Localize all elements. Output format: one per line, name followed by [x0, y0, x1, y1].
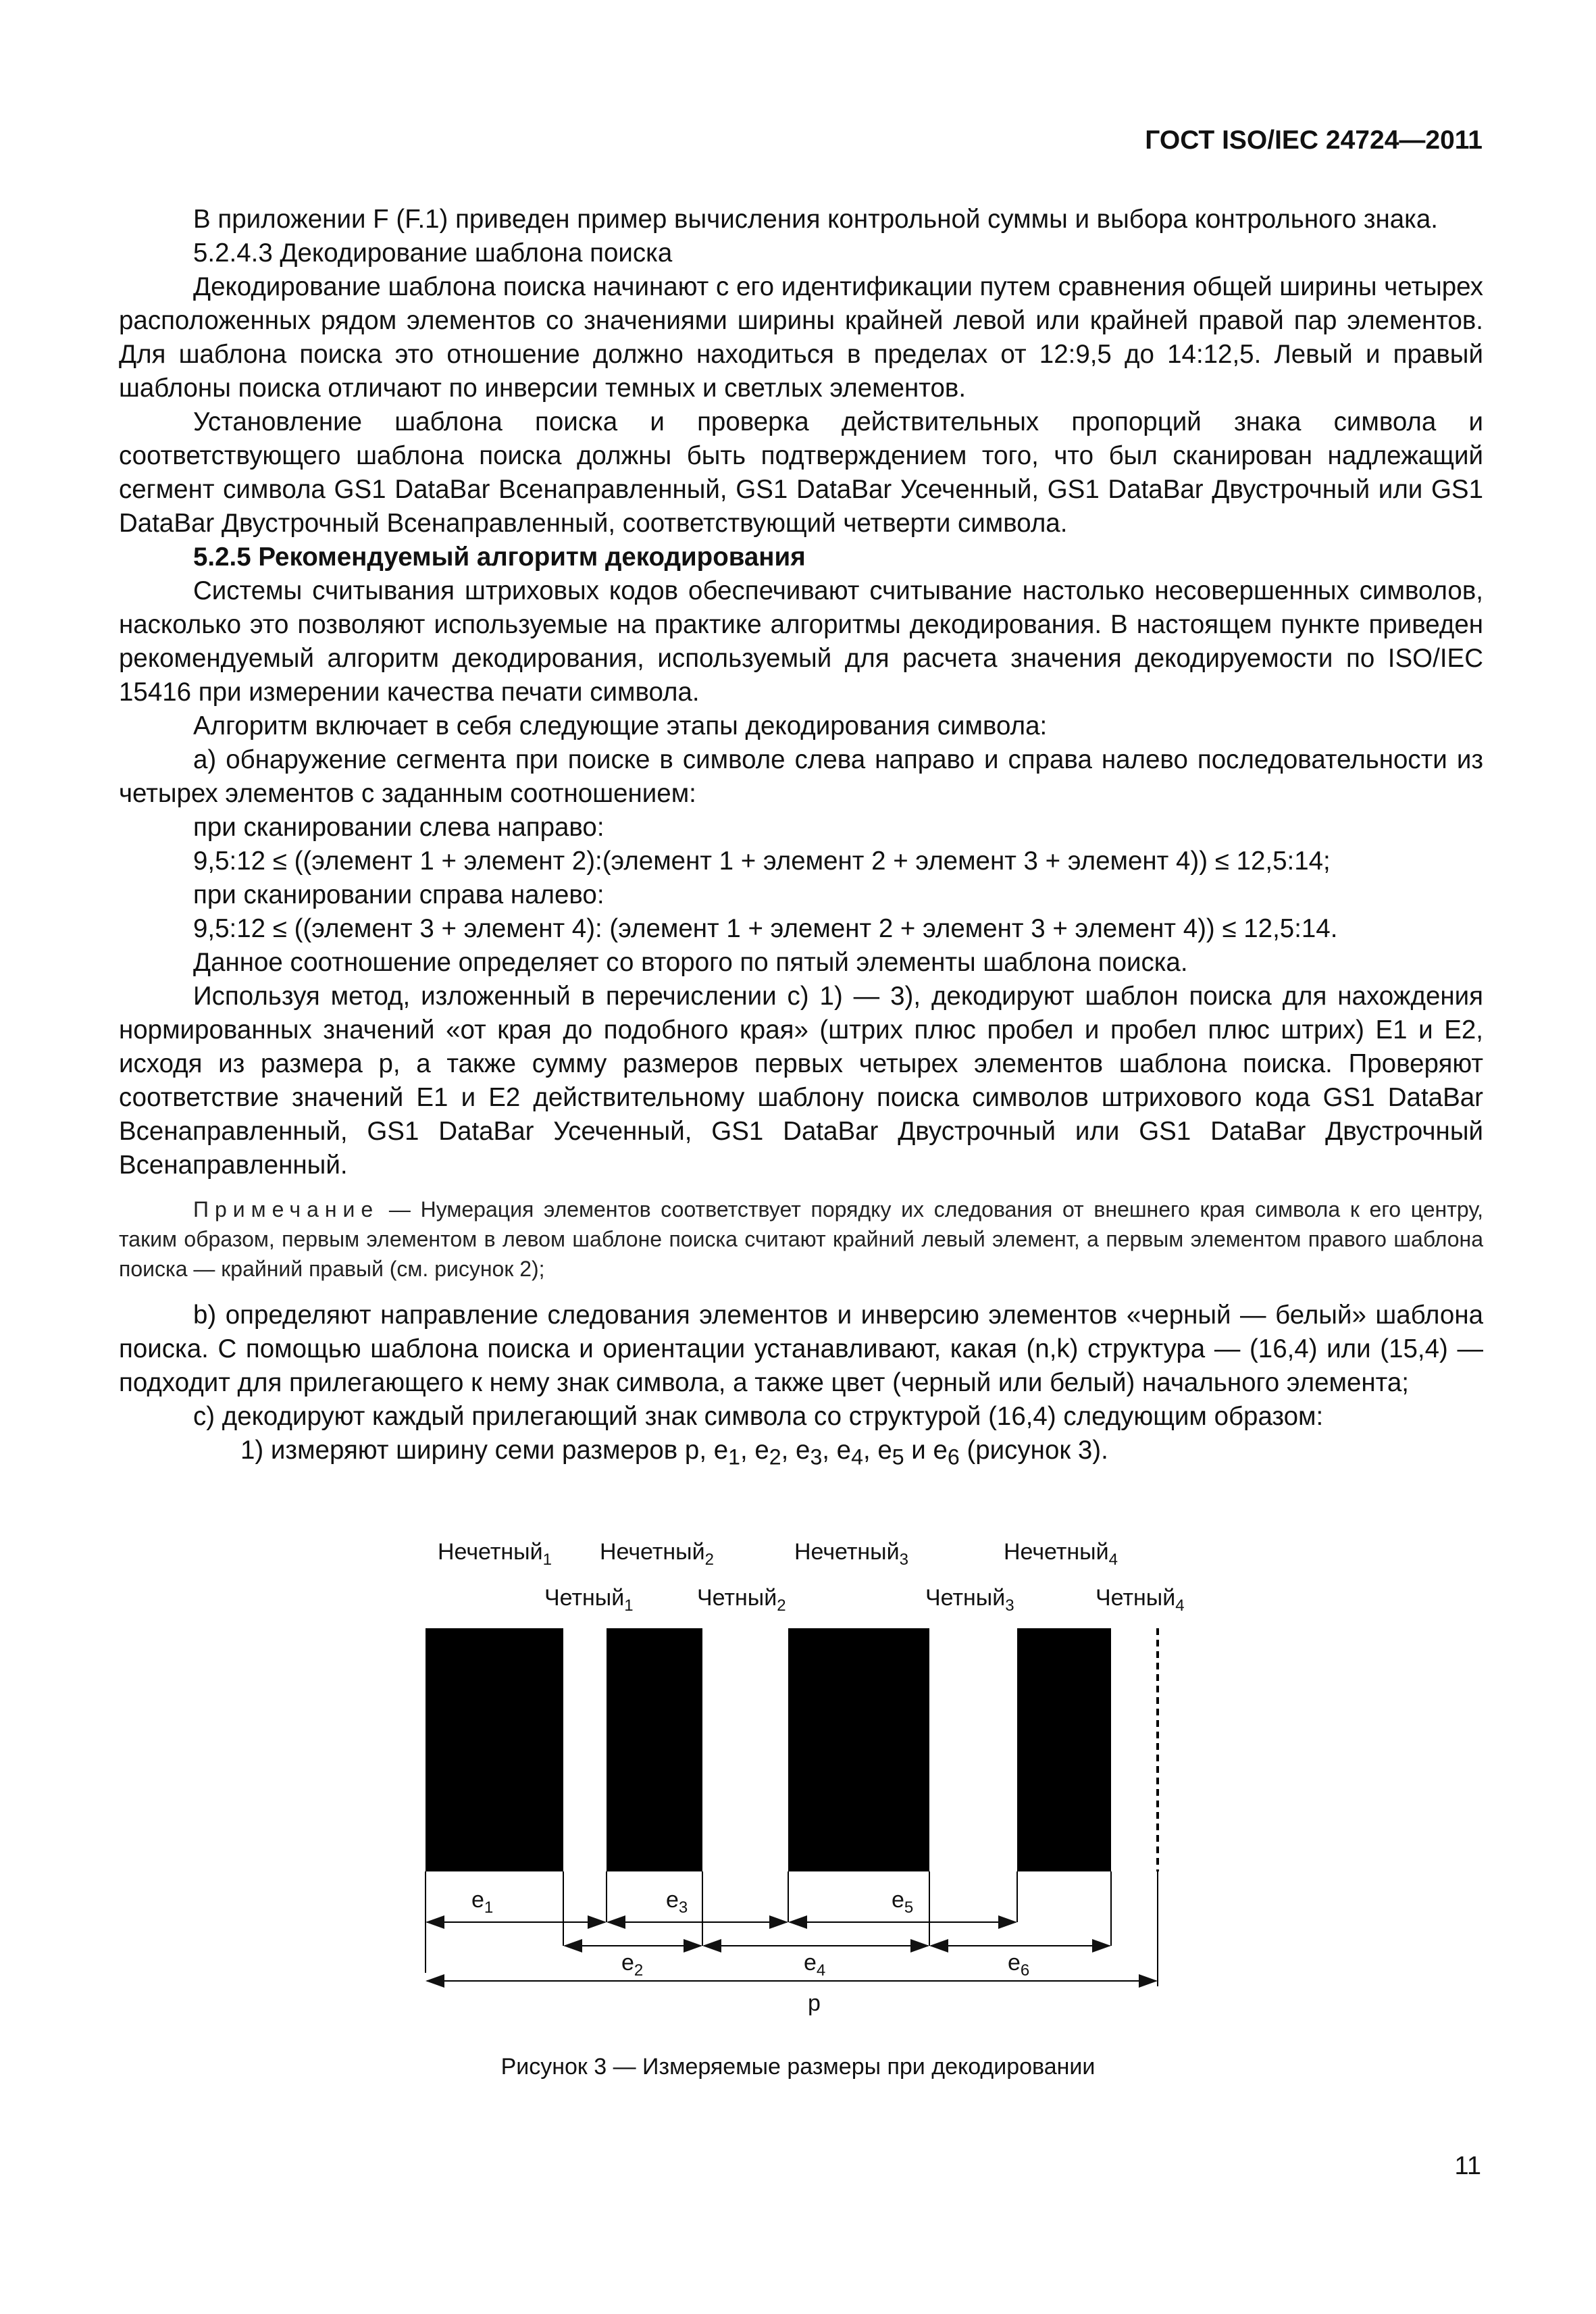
dim-label-p: p	[808, 1990, 821, 2016]
paragraph: при сканировании справа налево:	[193, 880, 604, 909]
paragraph: В приложении F (F.1) приведен пример вычисления контрольной суммы и выбора контрольного знака.	[193, 205, 1438, 234]
label-odd-4: Нечетный$_4$	[1004, 1539, 1118, 1569]
section-heading-5-2-4-3: 5.2.4.3 Декодирование шаблона поиска	[193, 238, 673, 268]
bar-odd-3	[788, 1628, 929, 1871]
list-item-c: с) декодируют каждый прилегающий знак символа со структурой (16,4) следующим образом:	[193, 1402, 1324, 1431]
paragraph: Алгоритм включает в себя следующие этапы декодирования символа:	[193, 711, 1048, 740]
dim-label-e2: $e_2$	[621, 1950, 644, 1980]
figure-3	[0, 1527, 1596, 2040]
dim-label-e4: $e_4$	[804, 1950, 826, 1980]
paragraph: Установление шаблона поиска и проверка действительных пропорций знака символа и соответствующего шаблона поиска должны быть подтверждением того, что был сканирован надлежащий сегмент символа GS1 DataBar Всенаправленный, GS1 DataBar Усеченный, GS1 DataBar Двустрочный или GS1 DataBar Двустрочный Всенаправленный, соответствующий четверти символа.	[119, 407, 1483, 538]
paragraph: Системы считывания штриховых кодов обеспечивают считывание настолько несовершенных символов, насколько это позволяют используемые на практике алгоритмы декодирования. В настоящем пункте приведен рекомендуемый алгоритм декодирования, используемый для расчета значения декодируемости по ISO/IEC 15416 при измерении качества печати символа.	[119, 576, 1483, 707]
bar-odd-2	[607, 1628, 702, 1871]
figure-caption: Рисунок 3 — Измеряемые размеры при декодировании	[500, 2054, 1096, 2080]
note-text: — Нумерация элементов соответствует порядку их следования от внешнего края символа к его центру, таким образом, первым элементом в левом шаблоне поиска считают крайний левый элемент, а первым элементом правого шаблона поиска — крайний правый (см. рисунок 2);	[119, 1197, 1483, 1281]
note	[119, 1194, 1483, 1284]
label-odd-2: Нечетный$_2$	[600, 1539, 714, 1569]
paragraph: Данное соотношение определяет со второго по пятый элементы шаблона поиска.	[193, 948, 1188, 977]
dim-label-e5: $e_5$	[892, 1887, 914, 1917]
note-label: Примечание	[193, 1197, 380, 1222]
dim-label-e3: $e_3$	[666, 1887, 688, 1917]
label-even-2: Четный$_2$	[697, 1585, 786, 1615]
figure-drawing	[0, 1527, 1596, 2040]
page-number: 11	[1454, 2152, 1481, 2180]
formula: 9,5:12 ≤ ((элемент 3 + элемент 4): (элемент 1 + элемент 2 + элемент 3 + элемент 4)) ≤ 12,5:14.	[193, 914, 1338, 943]
document-header: ГОСТ ISO/IEC 24724—2011	[1145, 126, 1483, 155]
dim-label-e1: $e_1$	[471, 1887, 494, 1917]
bar-odd-4	[1017, 1628, 1111, 1871]
list-item-a: а) обнаружение сегмента при поиске в символе слева направо и справа налево последовательности из четырех элементов с заданным соотношением:	[119, 745, 1483, 808]
label-even-4: Четный$_4$	[1096, 1585, 1185, 1615]
label-even-1: Четный$_1$	[544, 1585, 634, 1615]
label-even-3: Четный$_3$	[925, 1585, 1014, 1615]
paragraph: Декодирование шаблона поиска начинают с его идентификации путем сравнения общей ширины четырех расположенных рядом элементов со значениями ширины крайней левой или крайней правой пар элементов. Для шаблона поиска это отношение должно находиться в пределах от 12:9,5 до 14:12,5. Левый и правый шаблоны поиска отличают по инверсии темных и светлых элементов.	[119, 272, 1483, 403]
paragraph: Используя метод, изложенный в перечислении с) 1) — 3), декодируют шаблон поиска для нахождения нормированных значений «от края до подобного края» (штрих плюс пробел и пробел плюс штрих) E1 и E2, исходя из размера p, а также сумму размеров первых четырех элементов шаблона поиска. Проверяют соответствие значений E1 и E2 действительному шаблону поиска символов штрихового кода GS1 DataBar Всенаправленный, GS1 DataBar Усеченный, GS1 DataBar Двустрочный или GS1 DataBar Двустрочный Всенаправленный.	[119, 982, 1483, 1180]
label-odd-1: Нечетный$_1$	[438, 1539, 552, 1569]
list-item-b: b) определяют направление следования элементов и инверсию элементов «черный — белый» шаблона поиска. С помощью шаблона поиска и ориентации устанавливают, какая (n,k) структура — (16,4) или (15,4) — подходит для прилегающего к нему знак символа, а также цвет (черный или белый) начального элемента;	[119, 1301, 1483, 1397]
section-heading-5-2-5: 5.2.5 Рекомендуемый алгоритм декодирования	[193, 543, 806, 572]
label-odd-3: Нечетный$_3$	[794, 1539, 908, 1569]
dim-label-e6: $e_6$	[1008, 1950, 1030, 1980]
bar-odd-1	[426, 1628, 563, 1871]
body-text	[119, 203, 1483, 1474]
formula: 9,5:12 ≤ ((элемент 1 + элемент 2):(элемент 1 + элемент 2 + элемент 3 + элемент 4)) ≤ 12,5:14;	[193, 847, 1331, 876]
step-1: 1) измеряют ширину семи размеров p, $e_1$, $e_2$, $e_3$, $e_4$, $e_5$ и $e_6$ (рисунок 3).	[240, 1436, 1108, 1469]
paragraph: при сканировании слева направо:	[193, 813, 604, 842]
